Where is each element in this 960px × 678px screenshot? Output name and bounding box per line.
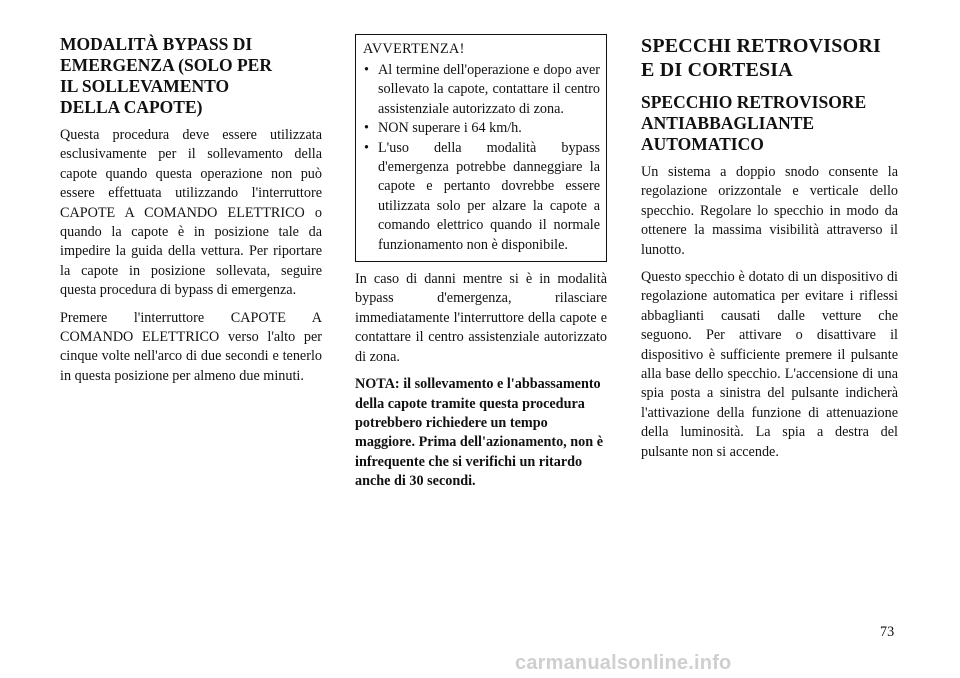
body-paragraph: In caso di danni mentre si è in modalità bypass d'emergenza, rilasciare immediatamente l'interruttore della capote e contattare il centro assistenziale autorizzato di zona.: [355, 271, 607, 365]
body-paragraph: Un sistema a doppio snodo consente la regolazione orizzontale e verticale dello specchio. Regolare lo specchio in modo da ottenere la massima visibilità attraverso il lunotto.: [641, 164, 898, 258]
middle-column: [355, 34, 607, 492]
body-paragraph: Questa procedura deve essere utilizzata esclusivamente per il sollevamento della capote quando questa operazione non può essere effettuata utilizzando l'interruttore CAPOTE A COMANDO ELETTRICO o quando la capote è in posizione tale da impedire la guida della vettura. Per riportare la capote in posizione sollevata, seguire questa procedura di bypass di emergenza.: [60, 127, 322, 299]
warning-list: [363, 61, 600, 255]
note-paragraph: NOTA: il sollevamento e l'abbassamento della capote tramite questa procedura potrebbero richiedere un tempo maggiore. Prima dell'azionamento, non è infrequente che si verifichi un ritardo anche di 30 secondi.: [355, 376, 603, 490]
subheading-line: AUTOMATICO: [641, 134, 764, 154]
heading-line: MODALITÀ BYPASS DI: [60, 34, 253, 54]
warning-box: [355, 34, 607, 262]
body-paragraph: Premere l'interruttore CAPOTE A COMANDO ELETTRICO verso l'alto per cinque volte nell'arco di due secondi e tenerlo in questa posizione per almeno due minuti.: [60, 309, 322, 384]
body-paragraph: Questo specchio è dotato di un dispositivo di regolazione automatica per evitare i riflessi abbaglianti causati dalle vetture che seguono. Per attivare o disattivare il dispositivo è sufficiente premere il pulsante alla base dello specchio. L'accensione di una spia posta a sinistra del pulsante indicherà l'attivazione della funzione di attenuazione della luminosità. La spia a destra del pulsante non si accende.: [641, 269, 898, 460]
subheading-line: SPECCHIO RETROVISORE: [641, 92, 867, 112]
warning-title: AVVERTENZA!: [363, 41, 465, 57]
heading-line: E DI CORTESIA: [641, 59, 793, 81]
warning-item: • NON superare i 64 km/h.: [363, 119, 600, 138]
heading-line: EMERGENZA (SOLO PER: [60, 55, 272, 75]
heading-line: IL SOLLEVAMENTO: [60, 76, 230, 96]
auto-dimming-mirror-subheading: [641, 92, 898, 155]
warning-item: • L'uso della modalità bypass d'emergenza potrebbe danneggiare la capote e pertanto dovrebbe essere utilizzata solo per alzare la capote a comando elettrico quando il normale funzionamento non è disponibile.: [363, 139, 600, 255]
heading-line: SPECCHI RETROVISORI: [641, 35, 881, 57]
subheading-line: ANTIABBAGLIANTE: [641, 113, 815, 133]
mirrors-heading: [641, 34, 898, 82]
right-column: [641, 34, 898, 462]
bypass-heading: [60, 34, 322, 118]
warning-item: • Al termine dell'operazione e dopo aver sollevato la capote, contattare il centro assistenziale autorizzato di zona.: [363, 61, 600, 119]
heading-line: DELLA CAPOTE): [60, 97, 203, 117]
watermark: carmanualsonline.info: [515, 652, 732, 674]
page-number: 73: [880, 624, 895, 640]
left-column: [60, 34, 322, 386]
